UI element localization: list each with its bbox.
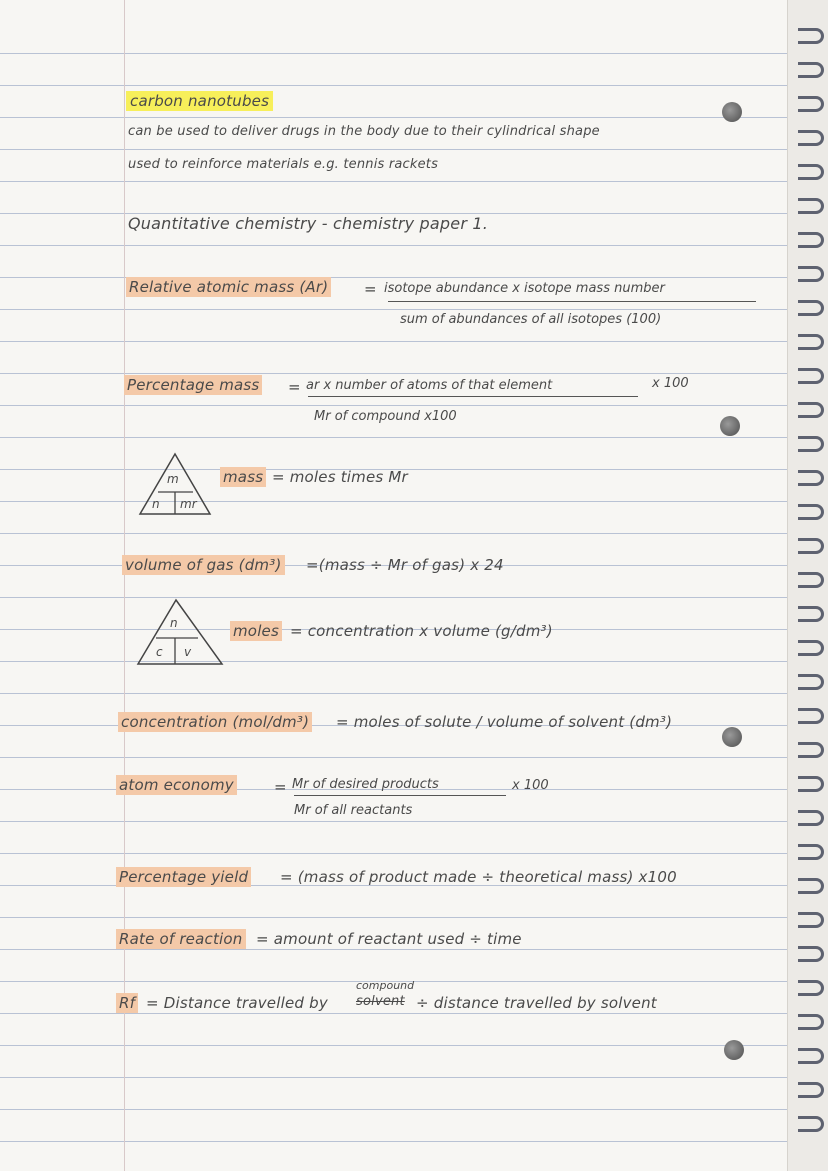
spiral-ring — [798, 28, 824, 44]
ae-numerator: Mr of desired products — [292, 777, 439, 792]
spiral-ring — [798, 266, 824, 282]
spiral-ring — [798, 844, 824, 860]
gas-label: volume of gas (dm³) — [122, 556, 285, 574]
spiral-ring — [798, 334, 824, 350]
ram-numerator: isotope abundance x isotope mass number — [384, 281, 665, 296]
percentage-yield-label: Percentage yield — [116, 868, 251, 886]
pm-times: x 100 — [652, 376, 689, 391]
spiral-ring — [798, 912, 824, 928]
spiral-ring — [798, 232, 824, 248]
ae-denominator: Mr of all reactants — [294, 803, 413, 818]
gas-equation: =(mass ÷ Mr of gas) x 24 — [306, 556, 504, 574]
tri2-right: v — [184, 645, 192, 659]
spiral-ring — [798, 96, 824, 112]
ram-equals: = — [364, 280, 377, 298]
heading-carbon-nanotubes: carbon nanotubes — [126, 92, 273, 110]
spiral-ring — [798, 1116, 824, 1132]
spiral-ring — [798, 504, 824, 520]
rf-tail: ÷ distance travelled by solvent — [416, 994, 657, 1012]
mass-equation: = moles times Mr — [272, 468, 408, 486]
pm-numerator: ar x number of atoms of that element — [306, 378, 553, 393]
ae-times: x 100 — [512, 778, 549, 793]
ram-denominator: sum of abundances of all isotopes (100) — [400, 312, 662, 327]
concentration-equation: = moles of solute / volume of solvent (dm³) — [336, 713, 673, 731]
moles-equation: = concentration x volume (g/dm³) — [290, 622, 553, 640]
rate-of-reaction-label: Rate of reaction — [116, 930, 246, 948]
concentration-label: concentration (mol/dm³) — [118, 713, 312, 731]
spiral-ring — [798, 606, 824, 622]
rf-correction: compound — [356, 979, 415, 992]
spiral-ring — [798, 742, 824, 758]
ram-label: Relative atomic mass (Ar) — [126, 278, 331, 296]
spiral-ring — [798, 470, 824, 486]
ram-fraction-bar — [388, 301, 756, 302]
spiral-ring — [798, 776, 824, 792]
spiral-ring — [798, 572, 824, 588]
section-title: Quantitative chemistry - chemistry paper 1. — [128, 214, 489, 233]
percentage-yield-equation: = (mass of product made ÷ theoretical mass) x100 — [280, 868, 677, 886]
spiral-ring — [798, 980, 824, 996]
punch-hole — [724, 1040, 744, 1060]
spiral-ring — [798, 62, 824, 78]
spiral-ring — [798, 946, 824, 962]
spiral-ring — [798, 402, 824, 418]
ae-fraction-bar — [294, 795, 506, 796]
spiral-ring — [798, 810, 824, 826]
spiral-ring — [798, 538, 824, 554]
spiral-ring — [798, 198, 824, 214]
mass-label: mass — [220, 468, 266, 486]
pm-denominator: Mr of compound x100 — [314, 409, 457, 424]
spiral-ring — [798, 164, 824, 180]
pm-label: Percentage mass — [124, 376, 262, 394]
atom-economy-label: atom economy — [116, 776, 237, 794]
nanotubes-line-1: can be used to deliver drugs in the body due to their cylindrical shape — [128, 124, 600, 139]
ae-equals: = — [274, 778, 287, 796]
formula-triangle-moles — [136, 598, 226, 668]
spiral-ring — [798, 300, 824, 316]
tri2-left: c — [156, 645, 163, 659]
spiral-ring — [798, 1082, 824, 1098]
spiral-ring — [798, 130, 824, 146]
spiral-ring — [798, 368, 824, 384]
pm-fraction-bar — [308, 396, 638, 397]
tri1-left: n — [152, 497, 160, 511]
pm-equals: = — [288, 378, 301, 396]
tri1-top: m — [167, 472, 179, 486]
spiral-ring — [798, 436, 824, 452]
spiral-ring — [798, 674, 824, 690]
spiral-ring — [798, 1014, 824, 1030]
spiral-ring — [798, 1048, 824, 1064]
moles-label: moles — [230, 622, 282, 640]
punch-hole — [720, 416, 740, 436]
tri2-top: n — [170, 616, 178, 630]
spiral-ring — [798, 878, 824, 894]
rf-label: Rf — [116, 994, 138, 1012]
rf-struck-word: solvent — [356, 994, 405, 1009]
spiral-ring — [798, 640, 824, 656]
nanotubes-line-2: used to reinforce materials e.g. tennis rackets — [128, 157, 439, 172]
spiral-binding — [787, 0, 828, 1171]
rf-equation: = Distance travelled by — [146, 994, 328, 1012]
punch-hole — [722, 102, 742, 122]
punch-hole — [722, 727, 742, 747]
spiral-ring — [798, 708, 824, 724]
rate-of-reaction-equation: = amount of reactant used ÷ time — [256, 930, 522, 948]
tri1-right: mr — [180, 497, 197, 511]
